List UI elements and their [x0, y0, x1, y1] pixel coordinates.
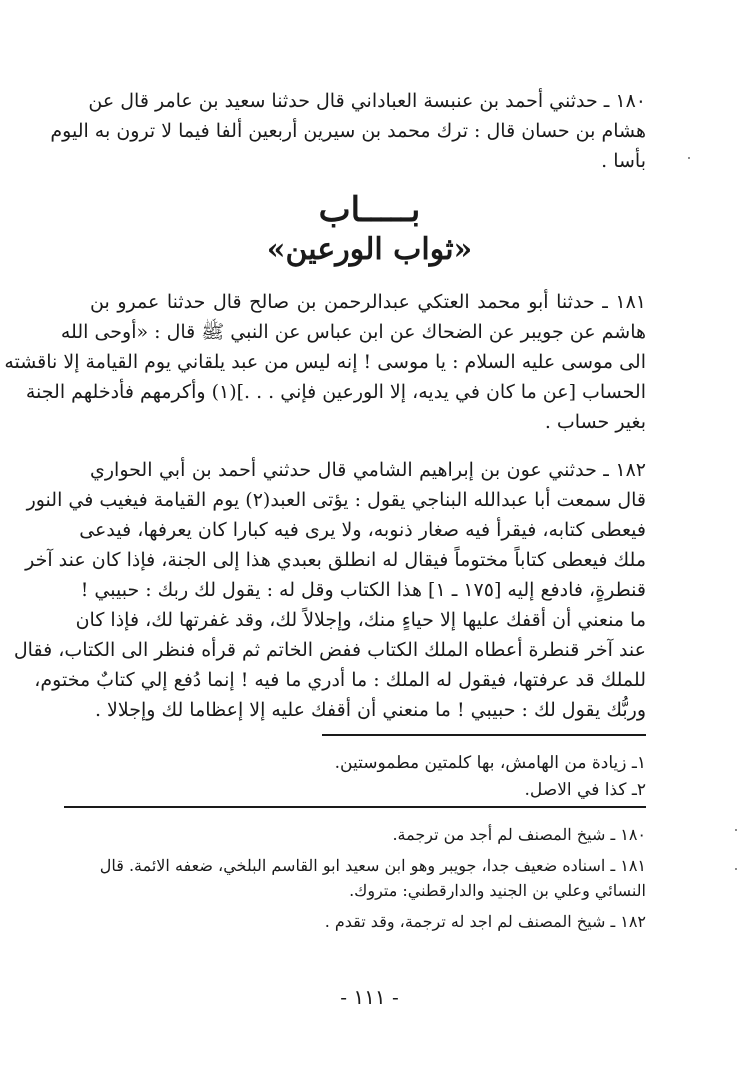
text-line: وربُّك يقول لك : حبيبي ! ما منعني أن أقفك عليه إلا إعظاما لك وإجلالا . [94, 699, 646, 721]
scan-mark [735, 868, 737, 870]
text-line: هاشم عن جويبر عن الضحاك عن ابن عباس عن النبي ﷺ قال : «أوحى الله [60, 321, 646, 343]
text-line: ١٨١ ـ حدثنا أبو محمد العتكي عبدالرحمن بن صالح قال حدثنا عمرو بن [90, 291, 646, 313]
text-line: ١٨٢ ـ حدثني عون بن إبراهيم الشامي قال حدثني أحمد بن أبي الحواري [90, 459, 646, 481]
footnote-divider [322, 734, 646, 736]
commentary-entry [56, 853, 646, 903]
hadith-182 [13, 455, 646, 725]
commentary-entry [56, 822, 646, 847]
text-line: عند آخر قنطرة أعطاه الملك الكتاب ففض الخاتم ثم قرأه فنظر الى الكتاب، فقال [13, 639, 646, 661]
commentary-line: ١٨٠ ـ شيخ المصنف لم أجد من ترجمة. [392, 825, 646, 844]
page-number: - ١١١ - [340, 985, 399, 1009]
hadith-180 [50, 86, 646, 176]
text-line: ١٨٠ ـ حدثني أحمد بن عنبسة العباداني قال حدثنا سعيد بن عامر قال عن [88, 90, 646, 112]
text-line: ملك فيعطى كتاباً مختوماً فيقال له انطلق بعبدي هذا إلى الجنة، فإذا كان عند آخر [25, 549, 646, 571]
chapter-title: «ثواب الورعين» [266, 232, 473, 267]
text-line: بأسا . [601, 150, 646, 172]
text-line: الحساب [عن ما كان في يديه، إلا الورعين فإني . . .](١) وأكرمهم فأدخلهم الجنة [25, 381, 646, 403]
text-line: هشام بن حسان قال : ترك محمد بن سيرين أربعين ألفا فيما لا ترون به اليوم [50, 120, 646, 142]
text-line: الى موسى عليه السلام : يا موسى ! إنه ليس من عبد يلقاني يوم القيامة إلا ناقشته [4, 351, 646, 373]
text-line: قال سمعت أبا عبدالله البناجي يقول : يؤتى العبد(٢) يوم القيامة فيغيب في النور [26, 489, 646, 511]
text-line: فيعطى كتابه، فيقرأ فيه صغار ذنوبه، ولا يرى فيه كبارا كان يعرفها، فيدعى [79, 519, 646, 541]
commentary-line: النسائي وعلي بن الجنيد والدارقطني: متروك. [349, 881, 646, 900]
chapter-heading: بـــــاب [318, 190, 421, 230]
commentary-line: ١٨١ ـ اسناده ضعيف جدا، جويبر وهو ابن سعيد ابو القاسم البلخي، ضعفه الائمة. قال [99, 856, 646, 875]
hadith-181 [4, 287, 646, 437]
text-line: بغير حساب . [544, 411, 646, 433]
commentary-divider [64, 806, 646, 808]
footnotes [335, 750, 646, 804]
footnote: ٢ـ كذا في الاصل. [524, 780, 646, 800]
scan-mark [688, 157, 690, 159]
commentary-entry [56, 909, 646, 934]
footnote: ١ـ زيادة من الهامش، بها كلمتين مطموستين. [334, 753, 646, 773]
commentary-line: ١٨٢ ـ شيخ المصنف لم اجد له ترجمة، وقد تقدم . [324, 912, 646, 931]
scan-mark [735, 829, 737, 831]
text-line: قنطرةٍ، فادفع إليه [١٧٥ ـ ١] هذا الكتاب وقل له : يقول لك ربك : حبيبي ! [80, 579, 646, 601]
text-line: ما منعني أن أقفك عليها إلا حياءٍ منك، وإجلالاً لك، وقد غفرتها لك، فإذا كان [75, 609, 646, 631]
text-line: للملك قد عرفتها، فيقول له الملك : ما أدري ما فيه ! إنما دُفع إلي كتابٌ مختوم، [34, 669, 646, 691]
commentary [56, 822, 646, 934]
